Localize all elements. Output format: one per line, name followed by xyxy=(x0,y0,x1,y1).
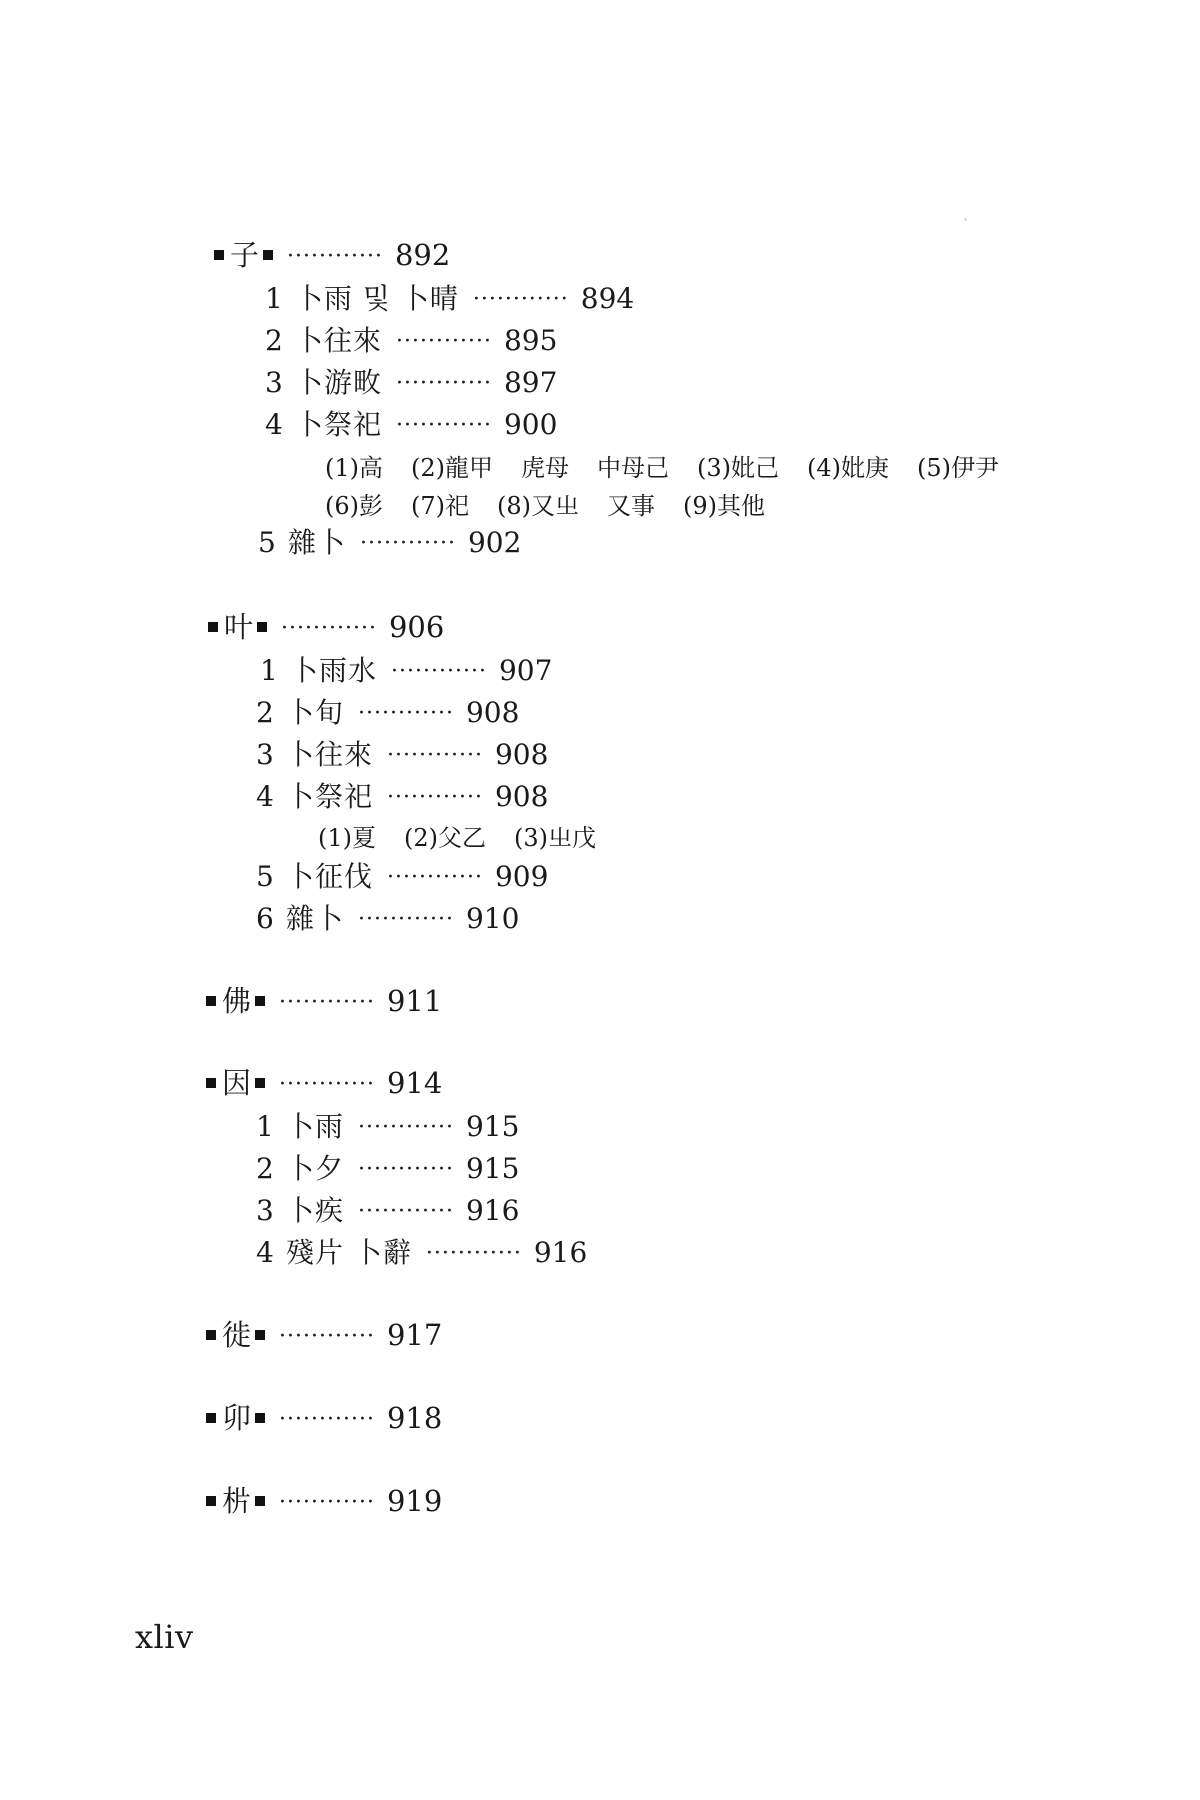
subentry-line xyxy=(318,821,624,855)
page-number: 908 xyxy=(465,696,520,729)
page-number: 919 xyxy=(386,1484,443,1518)
dot-leader: ············ xyxy=(396,413,492,438)
subentry: 虎母 xyxy=(521,454,569,482)
page-number: 917 xyxy=(386,1318,443,1352)
entry-number: 4 xyxy=(256,780,274,813)
entry-label: 卜夕 xyxy=(286,1152,345,1185)
page-number: 895 xyxy=(503,324,558,357)
page-number: 916 xyxy=(533,1236,588,1269)
subentry: (2)父乙 xyxy=(404,824,486,852)
square-bullet-icon xyxy=(255,1330,265,1340)
toc-entry xyxy=(265,282,634,317)
page-number: 916 xyxy=(465,1194,520,1227)
dot-leader: ············ xyxy=(281,616,377,641)
page-number: 897 xyxy=(503,366,558,399)
subentry: (7)祀 xyxy=(411,492,469,520)
entry-number: 1 xyxy=(260,654,278,687)
dot-leader: ············ xyxy=(391,659,487,684)
dot-leader: ············ xyxy=(279,1407,375,1432)
subentry: (9)其他 xyxy=(683,492,765,520)
entry-number: 5 xyxy=(256,860,274,893)
entry-number: 2 xyxy=(256,1152,274,1185)
page-number: 908 xyxy=(494,738,549,771)
square-bullet-icon xyxy=(206,1496,216,1506)
square-bullet-icon xyxy=(206,1330,216,1340)
subentry: (2)龍甲 xyxy=(411,454,493,482)
subentry: 中母己 xyxy=(597,454,669,482)
entry-number: 1 xyxy=(265,282,283,315)
section-title: 因 xyxy=(222,1066,252,1100)
page-number: 918 xyxy=(386,1401,443,1435)
entry-label: 雜卜 xyxy=(288,526,347,559)
paper-speck xyxy=(964,218,967,221)
square-bullet-icon xyxy=(255,1413,265,1423)
square-bullet-icon xyxy=(255,1496,265,1506)
square-bullet-icon xyxy=(214,250,224,260)
entry-number: 3 xyxy=(256,738,274,771)
subentry-line xyxy=(325,489,793,523)
section-heading xyxy=(208,610,444,646)
toc-entry xyxy=(265,366,557,401)
dot-leader: ············ xyxy=(358,701,454,726)
entry-label: 卜旬 xyxy=(286,696,345,729)
section-title: 叶 xyxy=(224,610,254,644)
subentry: 又事 xyxy=(607,492,655,520)
square-bullet-icon xyxy=(257,622,267,632)
toc-entry xyxy=(256,696,519,731)
section-title: 佛 xyxy=(222,984,252,1018)
square-bullet-icon xyxy=(206,1413,216,1423)
entry-number: 2 xyxy=(265,324,283,357)
subentry: (1)高 xyxy=(325,454,383,482)
page-number: 894 xyxy=(580,282,635,315)
entry-label: 卜雨 xyxy=(286,1110,345,1143)
entry-number: 3 xyxy=(256,1194,274,1227)
entry-label: 雜卜 xyxy=(286,902,345,935)
entry-number: 4 xyxy=(256,1236,274,1269)
subentry: (1)夏 xyxy=(318,824,376,852)
dot-leader: ············ xyxy=(387,785,483,810)
page-number: 907 xyxy=(498,654,553,687)
page-number: 908 xyxy=(494,780,549,813)
subentry: (6)彭 xyxy=(325,492,383,520)
square-bullet-icon xyxy=(255,1078,265,1088)
entry-label: 卜征伐 xyxy=(286,860,374,893)
dot-leader: ············ xyxy=(358,907,454,932)
toc-entry xyxy=(260,654,552,689)
page-number: 900 xyxy=(503,408,558,441)
dot-leader: ············ xyxy=(396,329,492,354)
dot-leader: ············ xyxy=(396,371,492,396)
entry-number: 1 xyxy=(256,1110,274,1143)
dot-leader: ············ xyxy=(358,1157,454,1182)
page-number: 915 xyxy=(465,1152,520,1185)
square-bullet-icon xyxy=(206,996,216,1006)
page-number: 910 xyxy=(465,902,520,935)
dot-leader: ············ xyxy=(360,531,456,556)
entry-number: 3 xyxy=(265,366,283,399)
subentry-line xyxy=(325,451,1027,485)
page-number: 909 xyxy=(494,860,549,893)
section-heading xyxy=(206,1066,442,1102)
toc-entry xyxy=(258,526,521,561)
toc-entry xyxy=(265,324,557,359)
toc-entry xyxy=(256,1194,519,1229)
subentry: (3)㞢戊 xyxy=(514,824,596,852)
toc-entry xyxy=(256,1152,519,1187)
subentry: (8)又㞢 xyxy=(497,492,579,520)
entry-label: 卜往來 xyxy=(286,738,374,771)
section-title: 徙 xyxy=(222,1318,252,1352)
section-heading xyxy=(206,1318,442,1354)
entry-label: 卜祭祀 xyxy=(295,408,383,441)
page-number: 914 xyxy=(386,1066,443,1100)
page-number: 892 xyxy=(394,238,451,272)
dot-leader: ············ xyxy=(387,865,483,890)
square-bullet-icon xyxy=(206,1078,216,1088)
entry-label: 殘片 卜辭 xyxy=(286,1236,412,1269)
dot-leader: ············ xyxy=(279,1072,375,1097)
toc-entry xyxy=(256,780,548,815)
subentry: (4)妣庚 xyxy=(807,454,889,482)
page-number: 906 xyxy=(388,610,445,644)
toc-entry xyxy=(265,408,557,443)
section-heading xyxy=(206,1484,442,1520)
entry-number: 5 xyxy=(258,526,276,559)
toc-entry xyxy=(256,902,519,937)
toc-entry xyxy=(256,860,548,895)
dot-leader: ············ xyxy=(279,1324,375,1349)
dot-leader: ············ xyxy=(358,1115,454,1140)
entry-label: 卜雨水 xyxy=(290,654,378,687)
subentry: (5)伊尹 xyxy=(917,454,999,482)
toc-entry xyxy=(256,738,548,773)
entry-number: 6 xyxy=(256,902,274,935)
square-bullet-icon xyxy=(255,996,265,1006)
entry-label: 卜往來 xyxy=(295,324,383,357)
section-title: 卯 xyxy=(222,1401,252,1435)
entry-number: 2 xyxy=(256,696,274,729)
dot-leader: ············ xyxy=(472,287,569,312)
dot-leader: ············ xyxy=(279,1490,375,1515)
entry-label: 卜雨 및 卜晴 xyxy=(295,282,459,315)
section-heading xyxy=(206,1401,442,1437)
page-number: 911 xyxy=(386,984,443,1018)
dot-leader: ············ xyxy=(358,1199,454,1224)
section-heading xyxy=(214,238,450,274)
square-bullet-icon xyxy=(208,622,218,632)
section-title: 㭊 xyxy=(222,1484,252,1518)
dot-leader: ············ xyxy=(279,990,375,1015)
page-folio: xliv xyxy=(135,1618,194,1656)
toc-entry xyxy=(256,1110,519,1145)
entry-label: 卜游畋 xyxy=(295,366,383,399)
dot-leader: ············ xyxy=(287,244,383,269)
section-title: 子 xyxy=(230,238,260,272)
page-number: 902 xyxy=(467,526,522,559)
page-number: 915 xyxy=(465,1110,520,1143)
entry-number: 4 xyxy=(265,408,283,441)
subentry: (3)妣己 xyxy=(697,454,779,482)
dot-leader: ············ xyxy=(425,1241,522,1266)
square-bullet-icon xyxy=(263,250,273,260)
toc-entry xyxy=(256,1236,587,1271)
dot-leader: ············ xyxy=(387,743,483,768)
entry-label: 卜疾 xyxy=(286,1194,345,1227)
entry-label: 卜祭祀 xyxy=(286,780,374,813)
section-heading xyxy=(206,984,442,1020)
